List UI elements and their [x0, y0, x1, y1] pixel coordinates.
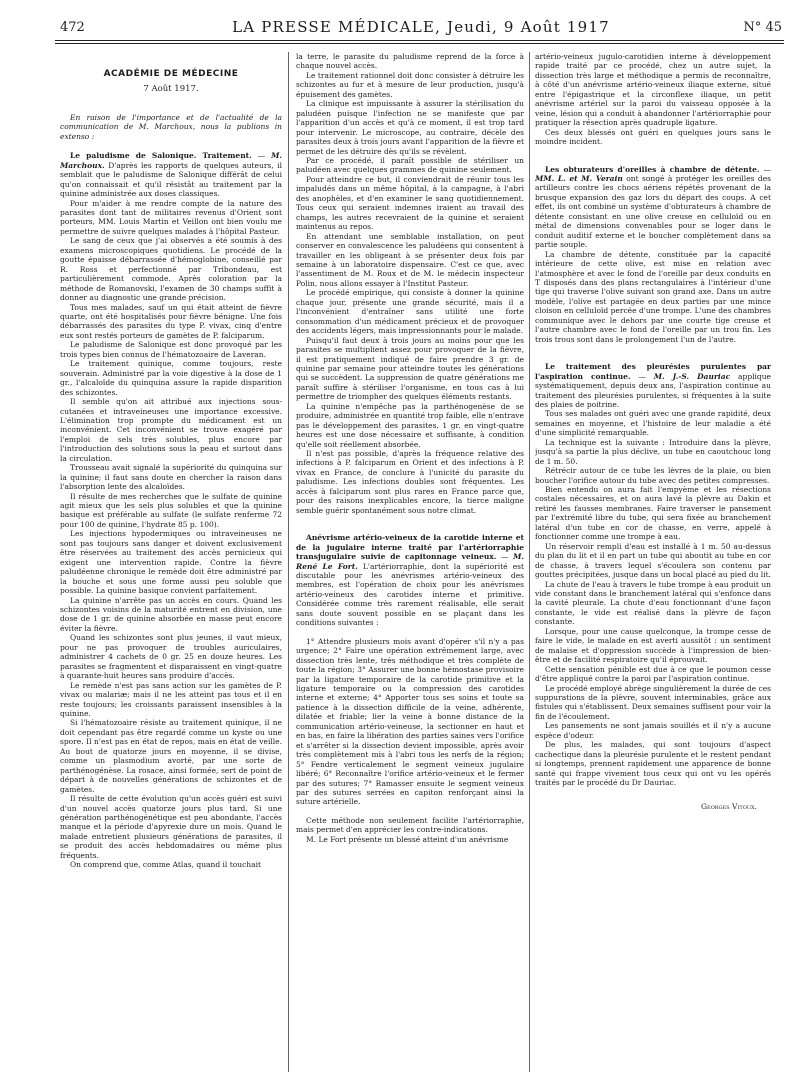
header-rule	[55, 40, 784, 41]
column-divider	[288, 52, 289, 1072]
paragraph: applique systématiquement, depuis deux ans, l'aspiration continue au traitement des pleurésies purulentes, si fréquentes à la suite des plaies de poitrine.	[535, 371, 771, 409]
spacer	[296, 628, 524, 637]
article-title: Les obturateurs d'oreilles à chambre de détente.	[545, 164, 760, 174]
article-heading: Anévrisme artério-veineux de la carotide interne et de la jugulaire interne traité par l'artériorraphie transjugulaire suivie de capitonnage veineux. — M. René Le Fort. L'artériorraphie, dont la supériorité est discutable pour les anévrismes artério-veineux des membres, est l'opération de choix pour les anévrismes artério-veineux des carotides interne et primitive. Considérée comme très rarement réalisable, elle serait sans doute souvent possible en se plaçant dans les conditions suivantes :	[296, 533, 524, 628]
paragraph: D'après les rapports de quelques auteurs, il semblait que le paludisme de Salonique différât de celui qu'on connaissait et qu'il résistât au traitement par la quinine administrée aux doses classiques.	[60, 160, 282, 199]
paragraph: Tous mes malades, sauf un qui était atteint de fièvre quarte, ont été hospitalisés pour fièvre bénigne. Une fois débarrassés des parasites du type P. vivax, cinq d'entre eux sont restés porteurs de gamètes de P. falciparum.	[60, 302, 282, 340]
paragraph: Rétrécir autour de ce tube les lèvres de la plaie, ou bien boucher l'orifice autour du tube avec des petites compresses.	[535, 466, 771, 485]
paragraph: Le traitement quinique, comme toujours, reste souverain. Administré par la voie digestive à la dose de 1 gr., l'alcaloïde du quinquina assure la rapide disparition des schizontes.	[60, 359, 282, 397]
journal-title: LA PRESSE MÉDICALE, Jeudi, 9 Août 1917	[232, 18, 610, 36]
paragraph: Il résulte de cette évolution qu'un accès guéri est suivi d'un nouvel accès quatorze jours plus tard. Si une génération parthénogénétique est peu abondante, l'accès manque et la période d'apyrexie dure un mois. Quand le malade entretient plusieurs générations de parasites, il se produit des accès hebdomadaires ou même plus fréquents.	[60, 794, 282, 860]
paragraph: Si l'hématozoaire résiste au traitement quinique, il ne doit cependant pas être regardé comme un kyste ou une spore. Il n'est pas en état de repos, mais en état de veille. Au bout de quatorze jours en moyenne, il se divise, comme un plasmodium avorté, par une sorte de parthénogénèse. La rosace, ainsi formée, sert de point de départ à de nouvelles générations de schizontes et de gamètes.	[60, 718, 282, 794]
paragraph: Le remède n'est pas sans action sur les gamètes de P. vivax ou malariæ; mais il ne les atteint pas tous et il en reste toujours; les croissants paraissent insensibles à la quinine.	[60, 680, 282, 718]
paragraph: 1° Attendre plusieurs mois avant d'opérer s'il n'y a pas urgence; 2° Faire une opération extrêmement large, avec dissection très lente, très méthodique et très complète de toute la région; 3° Assurer une bonne hémostase provisoire par la ligature temporaire de la carotide primitive et la ligature temporaire ou la compression des carotides interne et externe; 4° Apporter tous ses soins et toute sa patience à la dissection difficile de la veine, adhérente, dilatée et friable; lier la veine à bonne distance de la communication artério-veineuse, la sectionner en haut et en bas, en faire la libération des parties saines vers l'orifice et s'arrêter si la dissection devient impossible, après avoir très complètement mis à l'abri tous les nerfs de la région; 5° Fendre verticalement le segment veineux jugulaire libéré; 6° Reconnaître l'orifice artério-veineux et le fermer par des sutures; 7° Ramasser ensuite le segment veineux par des sutures serrées en capiton renforçant ainsi la suture artérielle.	[296, 636, 524, 807]
paragraph: Il résulte de mes recherches que le sulfate de quinine agit mieux que les sels plus solubles et que la quinine basique est préférable au sulfate (le sulfate renferme 72 pour 100 de quinine, l'hydrate 85 p. 100).	[60, 491, 282, 529]
issue-number: N° 45	[743, 20, 782, 35]
spacer	[535, 147, 771, 165]
paragraph: On comprend que, comme Atlas, quand il touchait	[70, 860, 261, 870]
article-heading: Les obturateurs d'oreilles à chambre de détente. — MM. L. et M. Verain ont songé à protéger les oreilles des artilleurs contre les chocs aériens répétés provenant de la brusque expansion des gaz lors du départ des coups. A cet effet, ils ont combiné un système d'obturateurs à chambre de détente consistant en une olive creuse en celluloïd ou en métal de dimensions convenables pour se loger dans le conduit auditif externe et le boucher complètement dans sa partie souple.	[535, 164, 771, 250]
paragraph: La chambre de détente, constituée par la capacité intérieure de cette olive, est mise en relation avec l'atmosphère et avec le fond de l'oreille par deux conduits en T disposés dans des plans rectangulaires à l'intérieur d'une tige qui traverse l'olive suivant son grand axe. Dans un autre modèle, l'olive est partagée en deux parties par une mince cloison en celluloïd percée d'une trompe. L'une des chambres communique avec le dehors par une courte tige creuse et l'autre chambre avec le fond de l'oreille par un trou fin. Les trois trous sont dans le prolongement l'un de l'autre.	[535, 249, 771, 344]
paragraph: Trousseau avait signalé la supériorité du quinquina sur la quinine; il faut sans doute en chercher la raison dans l'absorption lente des alcaloïdes.	[60, 463, 282, 492]
paragraph: En attendant une semblable installation, on peut conserver en convalescence les paludéens qui consentent à travailler en les obligeant à se présenter deux fois par semaine à un laboratoire dispensaire. C'est ce que, avec l'assentiment de M. Roux et de M. le médecin inspecteur Polin, nous allons essayer à l'Institut Pasteur.	[296, 231, 524, 288]
paragraph: De plus, les malades, qui sont toujours d'aspect cachectique dans la pleurésie purulente et le restent pendant si longtemps, prennent rapidement une apparence de bonne santé qui frappe vivement tous ceux qui ont vu les opérés traités par le procédé du Dr Dauriac.	[535, 740, 771, 788]
column-divider	[529, 52, 530, 1072]
paragraph: Le sang de ceux que j'ai observés a été soumis à des examens microscopiques quotidiens. Le procédé de la goutte épaisse débarrassée d'hémoglobine, conseillé par R. Ross et perfectionné par Tribondeau, est particulièrement commode. Après coloration par la méthode de Romanovski, l'examen de 30 champs suffit à donner au diagnostic une grande précision.	[60, 236, 282, 303]
paragraph: La quinine n'empêche pas la parthénogenèse de se produire, administrée en quantité trop faible, elle n'entrave pas le développement des parasites, 1 gr. en vingt-quatre heures est une dose nécessaire et suffisante, à condition qu'elle soit réellement absorbée.	[296, 401, 524, 449]
article-title: Le paludisme de Salonique. Traitement.	[70, 151, 252, 161]
paragraph: Ces deux blessés ont guéri en quelques jours sans le moindre incident.	[535, 127, 771, 147]
paragraph: Il semble qu'on ait attribué aux injections sous-cutanées et intraveineuses une importance excessive. L'élimination trop prompte du médicament est un inconvénient. Cet inconvénient se trouve exagéré par l'emploi de sels très solubles, plus encore par l'introduction des solutions sous la peau et surtout dans la circulation.	[60, 397, 282, 463]
paragraph: Il n'est pas possible, d'après la fréquence relative des infections à P. falciparum en Orient et des infections à P. vivax en France, de conclure à l'unicité du parasite du paludisme. Les infections doubles sont fréquentes. Les accès à falciparum sont plus rares en France parce que, pour des raisons inexplicables encore, la tierce maligne semble guérir spontanément sous notre climat.	[296, 449, 524, 515]
page-number: 472	[60, 20, 85, 35]
paragraph: La quinine n'arrête pas un accès en cours. Quand les schizontes voisins de la maturité entrent en division, une dose de 1 gr. de quinine absorbée en masse peut encore éviter la fièvre.	[60, 595, 282, 633]
paragraph: Pour m'aider à me rendre compte de la nature des parasites dont tant de militaires revenus d'Orient sont porteurs, MM. Louis Martin et Veillon ont bien voulu me permettre de suivre quelques malades à l'hôpital Pasteur.	[60, 198, 282, 236]
page-header	[60, 18, 782, 40]
spacer	[296, 515, 524, 533]
paragraph: Le procédé employé abrège singulièrement la durée de ces suppurations de la plèvre, souvent interminables, grâce aux fistules qui s'établissent. Deux semaines suffisent pour voir la fin de l'écoulement.	[535, 683, 771, 721]
paragraph: Cette méthode non seulement facilite l'artériorraphie, mais permet d'en apprécier les contre-indications.	[296, 815, 524, 835]
column-3	[535, 52, 771, 1076]
session-date: 7 Août 1917.	[143, 84, 199, 95]
article-title: Anévrisme artério-veineux de la carotide interne et de la jugulaire interne traité par l'artériorraphie transjugulaire suivie de capitonnage veineux.	[296, 533, 524, 562]
paragraph: M. Le Fort présente un blessé atteint d'un anévrisme	[306, 834, 509, 844]
paragraph: Par ce procédé, il paraît possible de stériliser un paludéen avec quelques grammes de quinine seulement.	[296, 155, 524, 175]
paragraph: Un réservoir rempli d'eau est installé à 1 m. 50 au-dessus du plan du lit et il en part un tube qui aboutit au tube en cor de chasse, à travers lequel s'écoulera son contenu par gouttes précipitées, jusque dans un bocal placé au pied du lit.	[535, 541, 771, 580]
paragraph: Cette sensation pénible est due à ce que le poumon cesse d'être appliqué contre la paroi par l'aspiration continue.	[535, 664, 771, 684]
paragraph: Lorsque, pour une cause quelconque, la trompe cesse de faire le vide, le malade en est averti aussitôt : un sentiment de malaise et d'oppression succède à l'impression de bien-être et de facilité respiratoire qu'il éprouvait.	[535, 626, 771, 665]
intro-note: En raison de l'importance et de l'actualité de la communication de M. Marchoux, nous la publions in extenso :	[60, 112, 282, 141]
paragraph: la terre, le parasite du paludisme reprend de la force à chaque nouvel accès.	[296, 52, 524, 71]
paragraph: Les pansements ne sont jamais souillés et il n'y a aucune espèce d'odeur.	[535, 721, 771, 740]
spacer	[296, 807, 524, 816]
paragraph: Puisqu'il faut deux à trois jours au moins pour que les parasites se multiplient assez pour provoquer de la fièvre, il est pratiquement indiqué de faire prendre 3 gr. de quinine par semaine pour atteindre toutes les générations qui se succèdent. La suppression de quatre générations me paraît suffire à stériliser l'organisme, en tous cas à lui permettre de triompher des quelques éléments restants.	[296, 335, 524, 402]
article-title: Le traitement des pleurésies purulentes par l'aspiration continue.	[535, 362, 771, 381]
paragraph: Les injections hypodermiques ou intraveineuses ne sont pas toujours sans danger et doivent exclusivement être réservées au traitement des accès pernicieux qui exigent une intervention rapide. Contre la fièvre paludéenne chronique le remède doit être administré par la bouche et sous une forme aussi peu soluble que possible. La quinine basique convient parfaitement.	[60, 529, 282, 596]
paragraph: Pour atteindre ce but, il conviendrait de réunir tous les impaludés dans un même hôpital, à la campagne, à l'abri des anophèles, et d'en examiner le sang quotidiennement. Tous ceux qui seraient indemnes iraient au travail des champs, les autres recevraient de la quinine et seraient maintenus au repos.	[296, 174, 524, 232]
article-heading: Le paludisme de Salonique. Traitement. — M. Marchoux. D'après les rapports de quelques auteurs, il semblait que le paludisme de Salonique différât de celui qu'on connaissait et qu'il résistât au traitement par la quinine administrée aux doses classiques.	[60, 151, 282, 199]
paragraph: La chute de l'eau à travers le tube trompe à eau produit un vide constant dans le branchement latéral qui s'enfonce dans la cavité pleurale. La chute d'eau fonctionnant d'une façon constante, le vide est réalisé dans la plèvre de façon constante.	[535, 579, 771, 627]
paragraph: Quand les schizontes sont plus jeunes, il vaut mieux, pour ne pas provoquer de troubles auriculaires, administrer 4 cachets de 0 gr. 25 en douze heures. Les parasites se fragmentent et disparaissent en vingt-quatre à quarante-huit heures sans produire d'accès.	[60, 633, 282, 681]
paragraph: Le traitement rationnel doit donc consister à détruire les schizontes au fur et à mesure de leur production, jusqu'à épuisement des gamètes.	[296, 70, 524, 99]
paragraph: Le procédé empirique, qui consiste à donner la quinine chaque jour, présente une grande sécurité, mais il a l'inconvénient d'entraîner sans utilité une forte consommation d'un médicament précieux et de provoquer des accidents légers, mais impressionnants pour le malade.	[296, 288, 524, 336]
header-rule-thin	[55, 43, 784, 44]
paragraph: artério-veineux jugulo-carotidien interne à développement rapide traité par ce procédé, chez un autre sujet, la dissection très large et méthodique a permis de reconnaître, à côté d'un anévrisme artério-veineux iliaque externe, situé entre l'épigastrique et la circonflexe iliaque, un petit anévrisme artériel sur la paroi du vaisseau opposée à la veine, lésion qui a conduit à abandonner l'artériorraphie pour pratiquer la résection après quadruple ligature.	[535, 52, 771, 128]
paragraph: Bien entendu on aura fait l'empyème et les résections costales nécessaires, et on aura lavé la plèvre au Dakin et retiré les fausses membranes. Faire traverser le pansement par l'extrémité libre du tube, qui sera fixée au branchement latéral d'un tube en cor de chasse, en verre, appelé à fonctionner comme une trompe à eau.	[535, 485, 771, 542]
article-author: M. J.-S. Dauriac	[653, 371, 731, 381]
paragraph: Tous ses malades ont guéri avec une grande rapidité, deux semaines en moyenne, et l'histoire de leur maladie a été d'une simplicité remarquable.	[535, 409, 771, 438]
article-author: MM. L. et M. Verain	[535, 173, 623, 183]
paragraph: La technique est la suivante : Introduire dans la plèvre, jusqu'à sa partie la plus déclive, un tube en caoutchouc long de 1 m. 50.	[535, 437, 771, 466]
signature: Georges Vitoux.	[701, 801, 757, 811]
paragraph: L'artériorraphie, dont la supériorité est discutable pour les anévrismes artério-veineux des membres, est l'opération de choix pour les anévrismes artério-veineux des carotides interne et primitive. Considérée comme très rarement réalisable, elle serait sans doute souvent possible en se plaçant dans les conditions suivantes :	[296, 561, 524, 628]
column-1	[60, 52, 282, 1076]
paragraph: La clinique est impuissante à assurer la stérilisation du paludéen puisque l'infection ne se manifeste que par l'apparition d'un accès et qu'à ce moment, il est trop tard pour intervenir. Le microscope, au contraire, décèle des parasites deux à trois jours avant l'apparition de la fièvre et permet de les détruire dès qu'ils se révèlent.	[296, 99, 524, 156]
paragraph: Le paludisme de Salonique est donc provoqué par les trois types bien connus de l'hématozoaire de Laveran.	[60, 340, 282, 359]
article-heading: Le traitement des pleurésies purulentes par l'aspiration continue. — M. J.-S. Dauriac applique systématiquement, depuis deux ans, l'aspiration continue au traitement des pleurésies purulentes, si fréquentes à la suite des plaies de poitrine.	[535, 362, 771, 409]
column-2	[296, 52, 524, 1076]
spacer	[535, 344, 771, 362]
section-heading: ACADÉMIE DE MÉDECINE	[103, 69, 239, 79]
article-author: M. René Le Fort.	[296, 552, 524, 571]
article-author: M. Marchoux.	[60, 151, 282, 170]
paragraph: ont songé à protéger les oreilles des artilleurs contre les chocs aériens répétés provenant de la brusque expansion des gaz lors du départ des coups. A cet effet, ils ont combiné un système d'obturateurs à chambre de détente consistant en une olive creuse en celluloïd ou en métal de dimensions convenables pour se loger dans le conduit auditif externe et le boucher complètement dans sa partie souple.	[535, 173, 771, 250]
